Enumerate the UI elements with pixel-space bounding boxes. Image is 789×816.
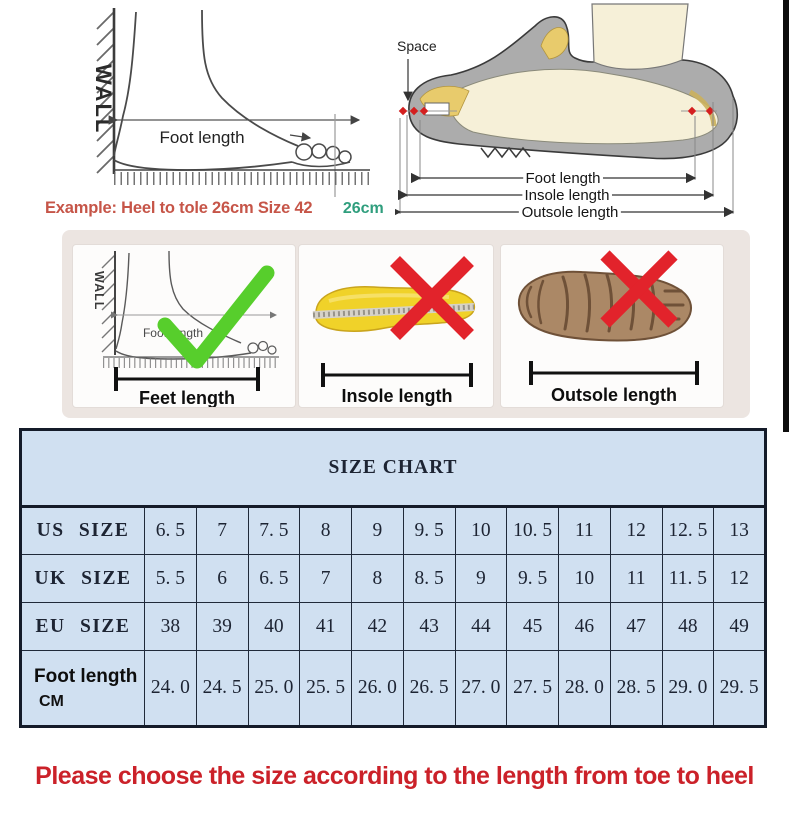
foot-length-arrow bbox=[290, 135, 310, 138]
eu-size-row bbox=[21, 603, 766, 651]
eu-size-value: 49 bbox=[714, 603, 766, 651]
shoe-outsole-length-label: Outsole length bbox=[521, 204, 619, 221]
uk-size-value: 6 bbox=[196, 555, 248, 603]
eu-size-value: 42 bbox=[352, 603, 404, 651]
uk-size-value: 5. 5 bbox=[145, 555, 197, 603]
us-size-value: 8 bbox=[300, 507, 352, 555]
foot-length-value: 28. 0 bbox=[559, 651, 611, 727]
foot-length-value: 28. 5 bbox=[610, 651, 662, 727]
us-size-value: 7 bbox=[196, 507, 248, 555]
eu-size-value: 38 bbox=[145, 603, 197, 651]
foot-against-wall-diagram bbox=[52, 2, 377, 198]
foot-length-value: 27. 0 bbox=[455, 651, 507, 727]
green-check-icon bbox=[165, 273, 267, 361]
toes-outline bbox=[292, 144, 351, 167]
example-text: Example: Heel to tole 26cm Size 42 bbox=[45, 199, 313, 217]
foot-length-row-label bbox=[21, 651, 145, 727]
measuring-methods-band bbox=[62, 230, 750, 418]
foot-length-value: 29. 0 bbox=[662, 651, 714, 727]
size-chart-title-row bbox=[21, 430, 766, 507]
eu-size-value: 40 bbox=[248, 603, 300, 651]
foot-length-value: 26. 0 bbox=[352, 651, 404, 727]
feet-length-panel-label: Feet length bbox=[138, 388, 236, 407]
uk-size-value: 11. 5 bbox=[662, 555, 714, 603]
uk-size-value: 9. 5 bbox=[507, 555, 559, 603]
outsole-length-panel bbox=[500, 244, 724, 408]
mini-foot-length-label: Foot length bbox=[142, 326, 204, 340]
foot-length-value: 25. 5 bbox=[300, 651, 352, 727]
foot-length-row-label-line1: Foot length bbox=[34, 665, 138, 687]
tread-zigzag bbox=[481, 148, 530, 157]
size-chart-title: SIZE CHART bbox=[21, 430, 766, 507]
outsole-length-panel-label: Outsole length bbox=[551, 385, 677, 405]
eu-size-value: 46 bbox=[559, 603, 611, 651]
feet-length-panel bbox=[72, 244, 296, 408]
us-size-value: 10. 5 bbox=[507, 507, 559, 555]
uk-size-value: 6. 5 bbox=[248, 555, 300, 603]
uk-size-value: 9 bbox=[455, 555, 507, 603]
example-measurement-value: 26cm bbox=[342, 200, 384, 217]
space-label: Space bbox=[397, 38, 437, 54]
foot-length-row-label-line2: CM bbox=[39, 692, 64, 710]
uk-size-value: 10 bbox=[559, 555, 611, 603]
size-selection-note: Please choose the size according to the length from toe to heel bbox=[35, 762, 754, 790]
foot-length-label: Foot length bbox=[159, 128, 245, 147]
uk-size-row bbox=[21, 555, 766, 603]
uk-size-value: 12 bbox=[714, 555, 766, 603]
us-size-value: 9 bbox=[352, 507, 404, 555]
right-edge-strip bbox=[783, 0, 789, 432]
uk-size-row-label: UK SIZE bbox=[21, 555, 145, 603]
foot-length-value: 24. 5 bbox=[196, 651, 248, 727]
leg-inside-shoe bbox=[592, 4, 688, 69]
us-size-value: 9. 5 bbox=[403, 507, 455, 555]
eu-size-value: 44 bbox=[455, 603, 507, 651]
us-size-value: 7. 5 bbox=[248, 507, 300, 555]
foot-length-value: 25. 0 bbox=[248, 651, 300, 727]
eu-size-value: 45 bbox=[507, 603, 559, 651]
us-size-row bbox=[21, 507, 766, 555]
insole-length-panel bbox=[298, 244, 494, 408]
us-size-value: 13 bbox=[714, 507, 766, 555]
outsole-length-panel-graphic bbox=[501, 245, 723, 407]
insole-length-bracket bbox=[323, 363, 471, 387]
uk-size-value: 8. 5 bbox=[403, 555, 455, 603]
us-size-value: 12 bbox=[610, 507, 662, 555]
eu-size-value: 39 bbox=[196, 603, 248, 651]
us-size-value: 6. 5 bbox=[145, 507, 197, 555]
wall-label: WALL bbox=[91, 64, 116, 135]
size-chart-table bbox=[19, 428, 767, 728]
foot-length-value: 27. 5 bbox=[507, 651, 559, 727]
outsole-length-bracket bbox=[531, 361, 697, 385]
toe-space-slot bbox=[425, 103, 449, 115]
mini-toes bbox=[248, 342, 276, 355]
uk-size-value: 11 bbox=[610, 555, 662, 603]
insole-length-panel-graphic bbox=[299, 245, 493, 407]
foot-length-value: 29. 5 bbox=[714, 651, 766, 727]
foot-length-value: 26. 5 bbox=[403, 651, 455, 727]
foot-length-value: 24. 0 bbox=[145, 651, 197, 727]
eu-size-value: 48 bbox=[662, 603, 714, 651]
eu-size-value: 43 bbox=[403, 603, 455, 651]
us-size-value: 12. 5 bbox=[662, 507, 714, 555]
uk-size-value: 8 bbox=[352, 555, 404, 603]
us-size-row-label: US SIZE bbox=[21, 507, 145, 555]
eu-size-row-label: EU SIZE bbox=[21, 603, 145, 651]
uk-size-value: 7 bbox=[300, 555, 352, 603]
insole-length-panel-label: Insole length bbox=[341, 386, 453, 406]
us-size-value: 10 bbox=[455, 507, 507, 555]
eu-size-value: 41 bbox=[300, 603, 352, 651]
eu-size-value: 47 bbox=[610, 603, 662, 651]
us-size-value: 11 bbox=[559, 507, 611, 555]
feet-length-panel-graphic bbox=[73, 245, 295, 407]
shoe-foot-length-label: Foot length bbox=[525, 170, 601, 187]
foot-length-row bbox=[21, 651, 766, 727]
shoe-insole-length-label: Insole length bbox=[524, 187, 610, 204]
mini-wall-label: WALL bbox=[92, 271, 106, 311]
shoe-cross-section-diagram bbox=[395, 0, 785, 228]
